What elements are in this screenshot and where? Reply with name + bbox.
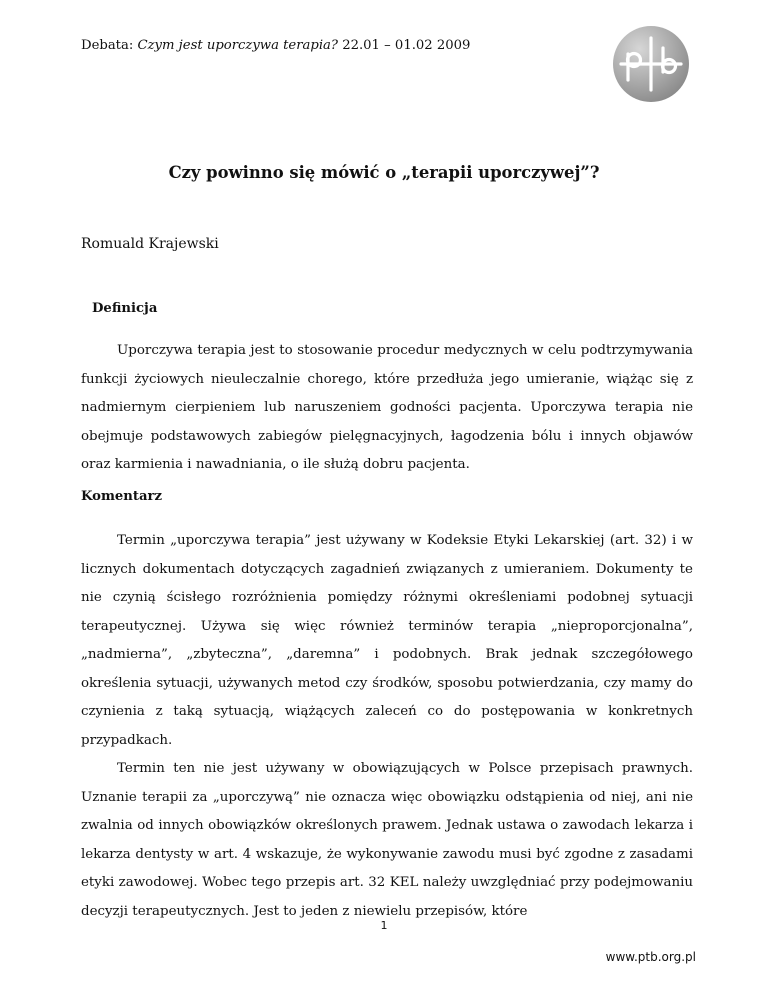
page-title: Czy powinno się mówić o „terapii uporczywej”? [168,163,600,182]
footer-url[interactable]: www.ptb.org.pl [605,950,696,964]
comment-paragraph-2: Termin ten nie jest używany w obowiązujących w Polsce przepisach prawnych. Uznanie terapii za „uporczywą” nie oznacza więc obowiązku odstąpienia od niej, ani nie zwalnia od innych obowiązków określonych prawem. Jednak ustawa o zawodach lekarza i lekarza dentysty w art. 4 wskazuje, że wykonywanie zawodu musi być zgodne z zasadami etyki zawodowej. Wobec tego przepis art. 32 KEL należy uwzględniać przy podejmowaniu decyzji terapeutycznych. Jest to jeden z niewielu przepisów, które [81,761,693,919]
definition-paragraph [81,337,693,480]
comment-body [81,527,693,926]
header-prefix: Debata: [81,38,138,53]
comment-paragraph-1: Termin „uporczywa terapia” jest używany w Kodeksie Etyki Lekarskiej (art. 32) i w licznych dokumentach dotyczących zagadnień związanych z umieraniem. Dokumenty te nie czynią ścisłego rozróżnienia pomiędzy różnymi określeniami podobnej sytuacji terapeutycznej. Używa się więc również terminów terapia „nieproporcjonalna”, „nadmierna”, „zbyteczna”, „daremna” i podobnych. Brak jednak szczegółowego określenia sytuacji, używanych metod czy środków, sposobu potwierdzania, czy mamy do czynienia z taką sytuacją, wiążących zaleceń co do postępowania w konkretnych przypadkach. [81,533,693,748]
comment-heading: Komentarz [81,489,162,504]
definition-heading: Definicja [92,301,158,316]
header-topic: Czym jest uporczywa terapia? [137,38,338,53]
ptb-logo [611,24,691,104]
author-name: Romuald Krajewski [81,236,219,252]
definition-text: Uporczywa terapia jest to stosowanie procedur medycznych w celu podtrzymywania funkcji życiowych nieuleczalnie chorego, które przedłuża jego umieranie, wiążąc się z nadmiernym cierpieniem lub naruszeniem godności pacjenta. Uporczywa terapia nie obejmuje podstawowych zabiegów pielęgnacyjnych, łagodzenia bólu i innych objawów oraz karmienia i nawadniania, o ile służą dobru pacjenta. [81,343,693,472]
page-number: 1 [380,919,388,932]
header-dates: 22.01 – 01.02 2009 [338,38,471,53]
document-header [81,38,470,53]
